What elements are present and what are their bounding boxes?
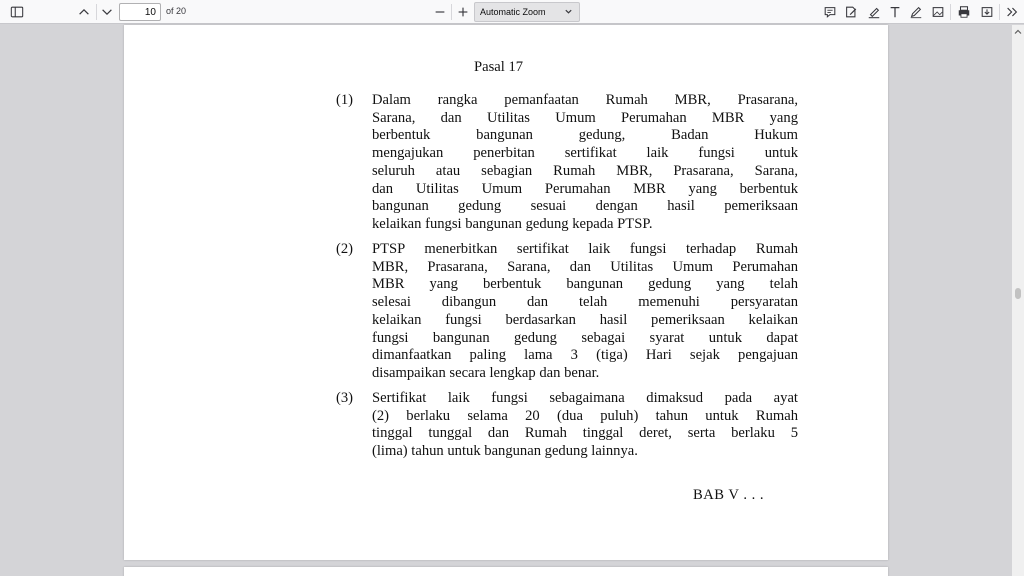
pdf-page (124, 25, 888, 560)
page-count-label: of 20 (166, 6, 187, 16)
text-line: (lima) tahun untuk bangunan gedung lainnya. (372, 443, 638, 460)
item-number: (2) (336, 241, 354, 257)
more-tools-icon[interactable] (1002, 2, 1022, 22)
item-text (372, 92, 798, 234)
text-line: disampaikan secara lengkap dan benar. (372, 364, 600, 381)
highlight-icon[interactable] (864, 2, 884, 22)
image-icon[interactable] (928, 2, 948, 22)
text-line: Dalam rangka pemanfaatan Rumah MBR, Prasarana, (372, 92, 798, 108)
zoom-select[interactable] (474, 2, 580, 22)
zoom-in-icon[interactable] (453, 2, 473, 22)
text-line: bangunan gedung sesuai dengan hasil pemeriksaan (372, 198, 798, 215)
item-text (372, 241, 798, 383)
item-number: (3) (336, 390, 354, 406)
page-heading: Pasal 17 (474, 59, 524, 75)
text-line: mengajukan penerbitan sertifikat laik fungsi untuk (372, 145, 798, 162)
toolbar-separator (999, 4, 1000, 20)
article-item-1 (336, 92, 798, 234)
zoom-select-value: Automatic Zoom (480, 7, 546, 17)
print-icon[interactable] (954, 2, 974, 22)
edit-document-icon[interactable] (841, 2, 861, 22)
text-line: dimanfaatkan paling lama 3 (tiga) Hari sejak pengajuan (372, 347, 798, 364)
article-item-3 (336, 390, 798, 461)
article-item-2 (336, 241, 798, 383)
pdf-toolbar (0, 0, 1024, 24)
scroll-up-arrow-icon[interactable] (1014, 28, 1022, 36)
next-page-icon[interactable] (97, 2, 117, 22)
item-number: (1) (336, 92, 354, 108)
toolbar-separator (451, 4, 452, 20)
draw-icon[interactable] (906, 2, 926, 22)
text-line: selesai dibangun dan telah memenuhi persyaratan (372, 294, 798, 311)
text-line: (2) berlaku selama 20 (dua puluh) tahun untuk Rumah (372, 407, 798, 424)
vertical-scrollbar[interactable] (1012, 25, 1024, 576)
text-line: Sertifikat laik fungsi sebagaimana dimaksud pada ayat (372, 390, 798, 406)
text-line: MBR yang berbentuk bangunan gedung yang telah (372, 276, 798, 293)
previous-page-icon[interactable] (74, 2, 94, 22)
comment-icon[interactable] (820, 2, 840, 22)
zoom-out-icon[interactable] (430, 2, 450, 22)
text-line: fungsi bangunan gedung sebagai syarat untuk dapat (372, 329, 798, 346)
text-line: berbentuk bangunan gedung, Badan Hukum (372, 127, 798, 144)
next-chapter-reference: BAB V . . . (693, 487, 765, 503)
text-tool-icon[interactable] (885, 2, 905, 22)
chevron-down-icon (564, 7, 573, 16)
next-pdf-page (124, 567, 888, 576)
text-line: tinggal tunggal dan Rumah tinggal deret, serta berlaku 5 (372, 425, 798, 442)
scrollbar-thumb[interactable] (1015, 288, 1021, 299)
download-icon[interactable] (977, 2, 997, 22)
sidebar-toggle-icon[interactable] (7, 2, 27, 22)
page-number-input[interactable] (119, 3, 161, 21)
text-line: dan Utilitas Umum Perumahan MBR yang berbentuk (372, 180, 798, 197)
text-line: MBR, Prasarana, Sarana, dan Utilitas Umum Perumahan (372, 258, 798, 275)
text-line: Sarana, dan Utilitas Umum Perumahan MBR yang (372, 109, 798, 126)
item-text (372, 390, 798, 461)
text-line: kelaikan fungsi berdasarkan hasil pemeriksaan kelaikan (372, 311, 798, 328)
text-line: kelaikan fungsi bangunan gedung kepada PTSP. (372, 215, 653, 232)
toolbar-separator (950, 4, 951, 20)
text-line: seluruh atau sebagian Rumah MBR, Prasarana, Sarana, (372, 162, 798, 179)
text-line: PTSP menerbitkan sertifikat laik fungsi terhadap Rumah (372, 241, 798, 257)
document-viewer[interactable] (0, 25, 1024, 576)
